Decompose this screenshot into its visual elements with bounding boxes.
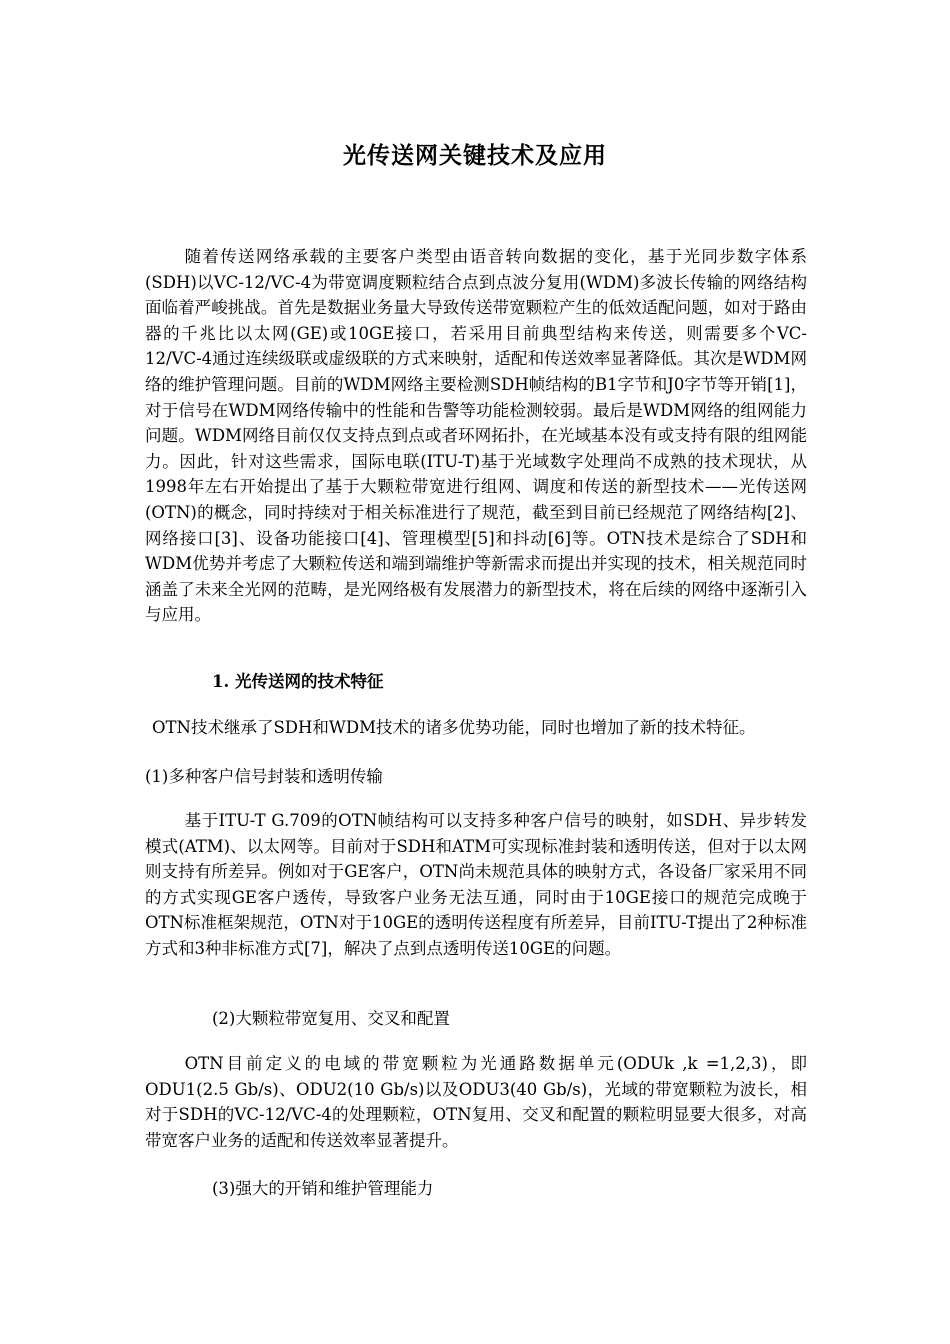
sub2-heading: (2)大颗粒带宽复用、交叉和配置 bbox=[212, 1009, 450, 1028]
section1-intro: OTN技术继承了SDH和WDM技术的诸多优势功能，同时也增加了新的技术特征。 bbox=[152, 718, 756, 737]
sub1-body: 基于ITU-T G.709的OTN帧结构可以支持多种客户信号的映射，如SDH、异步转发模式(ATM)、以太网等。目前对于SDH和ATM可实现标准封装和透明传送，但对于以太网则支持有所差异。例如对于GE客户，OTN尚未规范具体的映射方式，各设备厂家采用不同的方式实现GE客户透传，导致客户业务无法互通，同时由于10GE接口的规范完成晚于OTN标准框架规范，OTN对于10GE的透明传送程度有所差异，目前ITU-T提出了2种标准方式和3种非标准方式[7]，解决了点到点透明传送10GE的问题。 bbox=[145, 811, 807, 958]
sub1-heading: (1)多种客户信号封装和透明传输 bbox=[145, 767, 383, 786]
intro-paragraph: 随着传送网络承载的主要客户类型由语音转向数据的变化，基于光同步数字体系(SDH)以VC-12/VC-4为带宽调度颗粒结合点到点波分复用(WDM)多波长传输的网络结构面临着严峻挑战。首先是数据业务量大导致传送带宽颗粒产生的低效适配问题，如对于路由器的千兆比以太网(GE)或10GE接口，若采用目前典型结构来传送，则需要多个VC-12/VC-4通过连续级联或虚级联的方式来映射，适配和传送效率显著降低。其次是WDM网络的维护管理问题。目前的WDM网络主要检测SDH帧结构的B1字节和J0字节等开销[1]，对于信号在WDM网络传输中的性能和告警等功能检测较弱。最后是WDM网络的组网能力问题。WDM网络目前仅仅支持点到点或者环网拓扑，在光域基本没有或支持有限的组网能力。因此，针对这些需求，国际电联(ITU-T)基于光域数字处理尚不成熟的技术现状，从1998年左右开始提出了基于大颗粒带宽进行组网、调度和传送的新型技术——光传送网(OTN)的概念，同时持续对于相关标准进行了规范，截至到目前已经规范了网络结构[2]、网络接口[3]、设备功能接口[4]、管理模型[5]和抖动[6]等。OTN技术是综合了SDH和WDM优势并考虑了大颗粒传送和端到端维护等新需求而提出并实现的技术，相关规范同时涵盖了未来全光网的范畴，是光网络极有发展潜力的新型技术，将在后续的网络中逐渐引入与应用。 bbox=[145, 247, 807, 625]
sub3-heading: (3)强大的开销和维护管理能力 bbox=[212, 1179, 434, 1198]
document-title: 光传送网关键技术及应用 bbox=[343, 142, 607, 169]
sub2-body: OTN目前定义的电域的带宽颗粒为光通路数据单元(ODUk ,k =1,2,3)，即ODU1(2.5 Gb/s)、ODU2(10 Gb/s)以及ODU3(40 Gb/s)，光域的带宽颗粒为波长，相对于SDH的VC-12/VC-4的处理颗粒，OTN复用、交叉和配置的颗粒明显要大很多，对高带宽客户业务的适配和传送效率显著提升。 bbox=[145, 1054, 807, 1150]
section1-heading: 1. 光传送网的技术特征 bbox=[212, 672, 384, 691]
